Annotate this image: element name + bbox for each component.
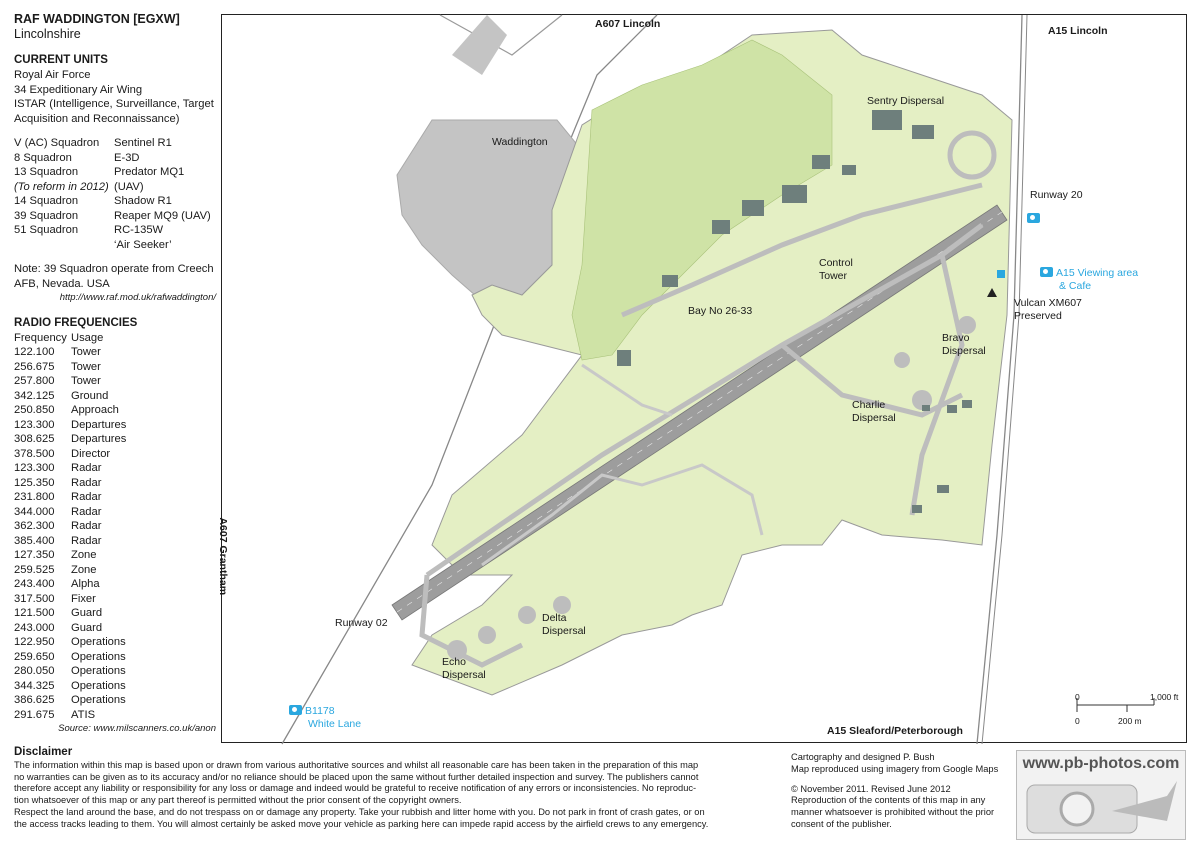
radio-frequency: 386.625 <box>14 694 55 706</box>
label-viewing-area: A15 Viewing area & Cafe <box>1040 267 1138 292</box>
squadron-row <box>14 165 219 180</box>
squadron-row <box>14 180 219 195</box>
radio-row <box>14 577 219 592</box>
radio-usage: Departures <box>71 433 127 445</box>
label-a15-sleaford: A15 Sleaford/Peterborough <box>827 725 963 737</box>
radio-frequency: 317.500 <box>14 592 55 605</box>
col-frequency: Frequency <box>14 331 67 344</box>
radio-header-row <box>14 331 219 346</box>
radio-source: Source: www.milscanners.co.uk/anon <box>58 723 216 734</box>
radio-frequency: 257.800 <box>14 375 55 387</box>
credits-line: © November 2011. Revised June 2012 <box>791 783 951 794</box>
label-control-tower: Control Tower <box>819 257 853 282</box>
pb-photos-logo[interactable] <box>1016 750 1186 840</box>
squadron-row <box>14 136 219 151</box>
radio-usage: Radar <box>71 462 102 474</box>
map-graphic <box>222 15 1188 744</box>
radio-usage: Tower <box>71 346 101 358</box>
radio-row <box>14 708 219 723</box>
radio-frequency: 308.625 <box>14 433 55 445</box>
radio-frequency: 123.300 <box>14 418 55 431</box>
radio-row <box>14 592 219 607</box>
radio-usage: Alpha <box>71 578 100 590</box>
disclaimer-line: Respect the land around the base, and do not trespass on or damage any property. Take your rubbish and litter home with you. Do not park in front of crash gates, or on <box>14 806 705 817</box>
camera-icon <box>289 705 302 715</box>
radio-row <box>14 519 219 534</box>
radio-usage: Radar <box>71 476 102 489</box>
label-bay: Bay No 26-33 <box>688 305 753 317</box>
radio-usage: Fixer <box>71 592 96 605</box>
units-line: Acquisition and Reconnaissance) <box>14 112 180 125</box>
radio-usage: Radar <box>71 491 102 503</box>
radio-row <box>14 418 219 433</box>
units-line: ISTAR (Intelligence, Surveillance, Target <box>14 98 214 110</box>
radio-usage: Guard <box>71 621 103 634</box>
disclaimer-line: tion whatsoever of this map or any part thereof is permitted without the prior consent of the copyright owners. <box>14 795 462 806</box>
squadron-name: 51 Squadron <box>14 224 79 236</box>
label-runway-20: Runway 20 <box>1030 189 1083 201</box>
label-a15-lincoln: A15 Lincoln <box>1048 25 1108 37</box>
logo-text: www.pb-photos.com <box>1022 755 1180 772</box>
radio-frequency: 243.000 <box>14 621 55 634</box>
airfield-map <box>217 14 1187 743</box>
radio-frequency: 362.300 <box>14 520 55 532</box>
label-a607-lincoln: A607 Lincoln <box>595 18 661 30</box>
squadron-row <box>14 223 219 238</box>
radio-row <box>14 374 219 389</box>
radio-row <box>14 490 219 505</box>
radio-row <box>14 360 219 375</box>
radio-row <box>14 447 219 462</box>
label-waddington: Waddington <box>492 136 548 148</box>
radio-usage: Radar <box>71 505 102 518</box>
disclaimer-line: The information within this map is based upon or drawn from various authoritative sources and whilst all reasonable care has been taken in the preparation of this map <box>14 759 699 770</box>
radio-frequency: 256.675 <box>14 360 55 373</box>
scale-zero-ft: 0 <box>1075 692 1080 702</box>
map-title: RAF WADDINGTON [EGXW] <box>14 12 180 26</box>
squadron-name: 8 Squadron <box>14 151 72 164</box>
label-delta-dispersal: Delta Dispersal <box>542 612 586 637</box>
squadron-row <box>14 238 219 253</box>
radio-frequency: 378.500 <box>14 447 55 460</box>
radio-usage: Operations <box>71 679 126 692</box>
camera-icon <box>1040 267 1053 277</box>
radio-row <box>14 621 219 636</box>
credits-line: Cartography and designed P. Bush <box>791 752 935 762</box>
label-echo-dispersal: Echo Dispersal <box>442 656 486 681</box>
radio-usage: Radar <box>71 534 102 547</box>
label-charlie-dispersal: Charlie Dispersal <box>852 399 896 424</box>
radio-usage: Operations <box>71 694 126 706</box>
squadron-name: 14 Squadron <box>14 195 79 207</box>
label-vulcan: Vulcan XM607 Preserved <box>1014 297 1082 322</box>
hangar <box>872 110 902 130</box>
squadron-row <box>14 209 219 224</box>
squadron-aircraft: (UAV) <box>114 180 144 193</box>
radio-usage: Zone <box>71 549 97 561</box>
radio-usage: Ground <box>71 389 109 402</box>
credits-line: Reproduction of the contents of this map in any <box>791 795 986 806</box>
squadron-name: V (AC) Squadron <box>14 137 100 149</box>
radio-row <box>14 664 219 679</box>
radio-frequency: 280.050 <box>14 665 55 677</box>
scale-zero-m: 0 <box>1075 716 1080 726</box>
credits-line: Map reproduced using imagery from Google Maps <box>791 763 999 774</box>
radio-row <box>14 548 219 563</box>
disclaimer-heading: Disclaimer <box>14 746 73 758</box>
camera-icon <box>1027 213 1043 226</box>
radio-row <box>14 635 219 650</box>
squadron-name <box>14 238 114 253</box>
radio-frequency: 231.800 <box>14 491 55 503</box>
radio-frequency: 291.675 <box>14 708 55 721</box>
radio-usage: Operations <box>71 636 126 648</box>
squadron-aircraft: Shadow R1 <box>114 195 172 207</box>
radio-row <box>14 650 219 665</box>
units-line: Royal Air Force <box>14 69 91 81</box>
disclaimer-line: therefore accept any liability or responsibility for any loss or damage and indeed would be grateful to receive notification of any errors or inconsistencies. No reproduc- <box>14 783 697 794</box>
radio-usage: Radar <box>71 520 102 532</box>
squadron-aircraft: ‘Air Seeker’ <box>114 238 172 251</box>
radio-usage: Departures <box>71 418 127 431</box>
radio-frequency: 259.525 <box>14 563 55 576</box>
radio-frequency: 250.850 <box>14 404 55 416</box>
units-url[interactable]: http://www.raf.mod.uk/rafwaddington/ <box>59 292 216 303</box>
scale-ft-label: 1,000 ft <box>1150 692 1179 702</box>
squadron-aircraft: Sentinel R1 <box>114 137 172 149</box>
radio-frequency: 125.350 <box>14 476 55 489</box>
credits <box>791 752 1011 831</box>
radio-usage: Tower <box>71 360 101 373</box>
radio-row <box>14 403 219 418</box>
radio-frequency: 259.650 <box>14 650 55 663</box>
radio-usage: Guard <box>71 607 103 619</box>
radio-frequency: 127.350 <box>14 549 55 561</box>
current-units-heading: CURRENT UNITS <box>14 54 108 66</box>
radio-table <box>14 345 219 722</box>
radio-row <box>14 606 219 621</box>
radio-row <box>14 476 219 491</box>
camera-logo-icon <box>1017 751 1185 839</box>
squadron-aircraft: Predator MQ1 <box>114 166 185 178</box>
squadron-row <box>14 194 219 209</box>
label-bravo-dispersal: Bravo Dispersal <box>942 332 986 357</box>
map-subtitle: Lincolnshire <box>14 27 81 41</box>
label-runway-02: Runway 02 <box>335 617 388 629</box>
credits-line: consent of the publisher. <box>791 818 892 829</box>
radio-row <box>14 461 219 476</box>
delta-pad <box>518 606 536 624</box>
radio-heading: RADIO FREQUENCIES <box>14 316 138 329</box>
squadron-name: 39 Squadron <box>14 209 79 222</box>
units-note: Note: 39 Squadron operate from Creech <box>14 263 214 275</box>
radio-usage: Director <box>71 447 111 460</box>
radio-frequency: 122.950 <box>14 636 55 648</box>
radio-frequency: 121.500 <box>14 607 55 619</box>
radio-row <box>14 432 219 447</box>
radio-usage: Approach <box>71 404 119 416</box>
radio-row <box>14 679 219 694</box>
squadron-name: (To reform in 2012) <box>14 180 109 193</box>
units-line: 34 Expeditionary Air Wing <box>14 83 143 96</box>
label-a607-grantham: A607 Grantham <box>217 517 230 596</box>
units-note: AFB, Nevada. USA <box>14 277 110 290</box>
disclaimer-line: no warranties can be given as to its accuracy and/or no reliance should be placed upon the same without further detailed inspection and survey. The publishers cannot <box>14 771 699 782</box>
radio-usage: Zone <box>71 563 97 576</box>
radio-frequency: 122.100 <box>14 346 55 358</box>
radio-frequency: 344.325 <box>14 679 55 692</box>
radio-usage: Tower <box>71 375 101 387</box>
label-b1178: B1178 White Lane <box>289 705 361 730</box>
squadron-row <box>14 151 219 166</box>
scale-m-label: 200 m <box>1118 716 1142 726</box>
radio-row <box>14 534 219 549</box>
squadron-aircraft: E-3D <box>114 151 140 164</box>
town-north <box>452 15 507 75</box>
squadron-name: 13 Squadron <box>14 166 79 178</box>
radio-frequency: 385.400 <box>14 534 55 547</box>
disclaimer <box>14 747 784 831</box>
radio-usage: Operations <box>71 665 126 677</box>
radio-usage: ATIS <box>71 708 96 721</box>
radio-usage: Operations <box>71 650 126 663</box>
disclaimer-line: the access tracks leading to them. You will almost certainly be asked move your vehicle as parking here can impede rapid access by the airfield crews to any emergency. <box>14 818 709 829</box>
col-usage: Usage <box>71 331 104 344</box>
radio-frequency: 243.400 <box>14 578 55 590</box>
squadron-aircraft: RC-135W <box>114 224 164 236</box>
radio-row <box>14 505 219 520</box>
radio-row <box>14 389 219 404</box>
radio-frequency: 123.300 <box>14 462 55 474</box>
radio-row <box>14 693 219 708</box>
info-panel <box>14 12 219 737</box>
credits-line: manner whatsoever is prohibited without the prior <box>791 807 995 818</box>
radio-frequency: 344.000 <box>14 505 55 518</box>
squadron-aircraft: Reaper MQ9 (UAV) <box>114 209 211 222</box>
label-sentry-dispersal: Sentry Dispersal <box>867 95 945 107</box>
radio-frequency: 342.125 <box>14 389 55 402</box>
radio-row <box>14 563 219 578</box>
radio-row <box>14 345 219 360</box>
